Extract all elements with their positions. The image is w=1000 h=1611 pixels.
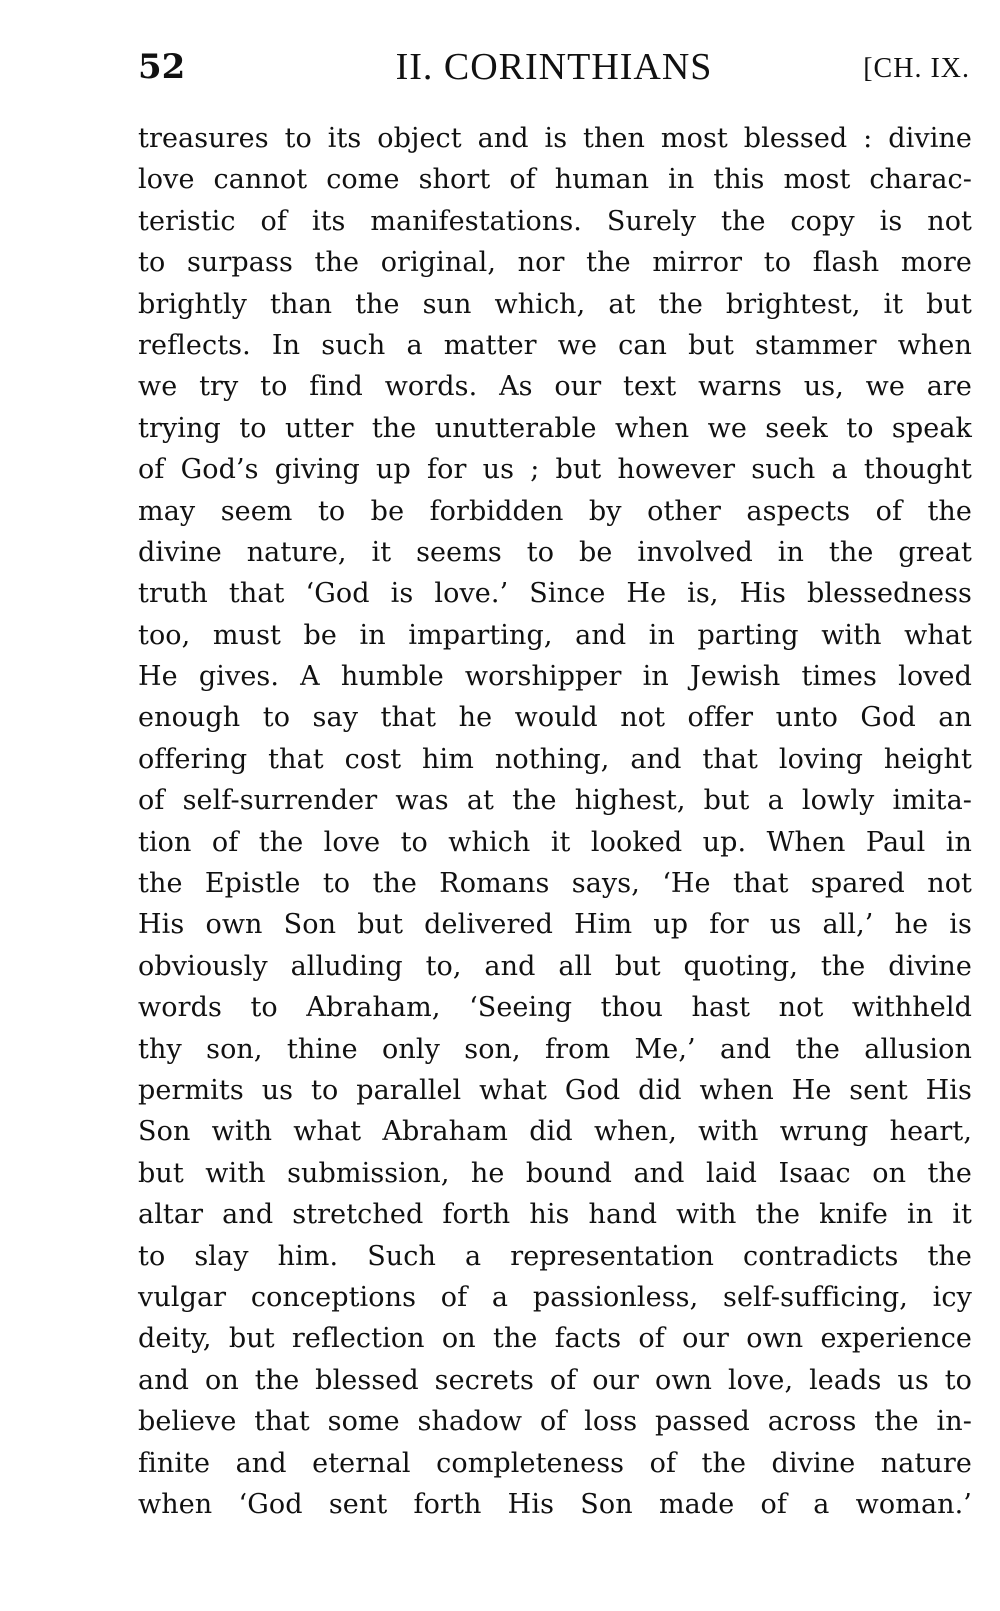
text-line: of self-surrender was at the highest, but a lowly imita- <box>138 785 972 817</box>
text-line: Son with what Abraham did when, with wrung heart, <box>138 1116 972 1148</box>
chapter-reference: [CH. IX. <box>863 53 970 84</box>
text-line: thy son, thine only son, from Me,’ and the allusion <box>138 1033 972 1065</box>
text-line: deity, but reflection on the facts of our own experience <box>138 1323 972 1355</box>
text-line: the Epistle to the Romans says, ‘He that spared not <box>138 868 972 900</box>
text-line: permits us to parallel what God did when He sent His <box>138 1074 972 1106</box>
text-line: but with submission, he bound and laid Isaac on the <box>138 1157 972 1189</box>
text-line: brightly than the sun which, at the brightest, it but <box>138 288 972 320</box>
text-line: believe that some shadow of loss passed across the in- <box>138 1406 972 1438</box>
text-line: obviously alluding to, and all but quoting, the divine <box>138 950 972 982</box>
text-line: when ‘God sent forth His Son made of a woman.’ <box>138 1488 972 1520</box>
running-head <box>138 42 970 92</box>
text-line: vulgar conceptions of a passionless, self-sufficing, icy <box>138 1281 972 1313</box>
text-line: tion of the love to which it looked up. When Paul in <box>138 826 972 858</box>
running-title: II. CORINTHIANS <box>395 46 713 88</box>
text-line: too, must be in imparting, and in parting with what <box>138 619 972 651</box>
text-line: we try to find words. As our text warns us, we are <box>138 371 972 403</box>
text-line: words to Abraham, ‘Seeing thou hast not withheld <box>138 992 972 1024</box>
text-line: divine nature, it seems to be involved in the great <box>138 536 972 568</box>
text-line: enough to say that he would not offer unto God an <box>138 702 972 734</box>
text-line: finite and eternal completeness of the divine nature <box>138 1447 972 1479</box>
text-line: He gives. A humble worshipper in Jewish times loved <box>138 661 972 693</box>
text-line: love cannot come short of human in this most charac- <box>138 164 972 196</box>
text-line: His own Son but delivered Him up for us all,’ he is <box>138 909 972 941</box>
text-line: to slay him. Such a representation contradicts the <box>138 1240 972 1272</box>
text-line: offering that cost him nothing, and that loving height <box>138 743 972 775</box>
text-line: truth that ‘God is love.’ Since He is, His blessedness <box>138 578 972 610</box>
text-line: teristic of its manifestations. Surely the copy is not <box>138 205 972 237</box>
text-line: of God’s giving up for us ; but however such a thought <box>138 454 972 486</box>
text-line: treasures to its object and is then most blessed : divine <box>138 123 972 154</box>
text-line: reflects. In such a matter we can but stammer when <box>138 329 972 361</box>
text-line: and on the blessed secrets of our own love, leads us to <box>138 1364 972 1396</box>
text-line: trying to utter the unutterable when we seek to speak <box>138 412 972 444</box>
text-line: to surpass the original, nor the mirror to flash more <box>138 247 972 279</box>
text-line: may seem to be forbidden by other aspects of the <box>138 495 972 527</box>
page-number: 52 <box>138 47 186 87</box>
body-paragraph <box>138 118 972 1525</box>
text-line: altar and stretched forth his hand with the knife in it <box>138 1199 972 1231</box>
